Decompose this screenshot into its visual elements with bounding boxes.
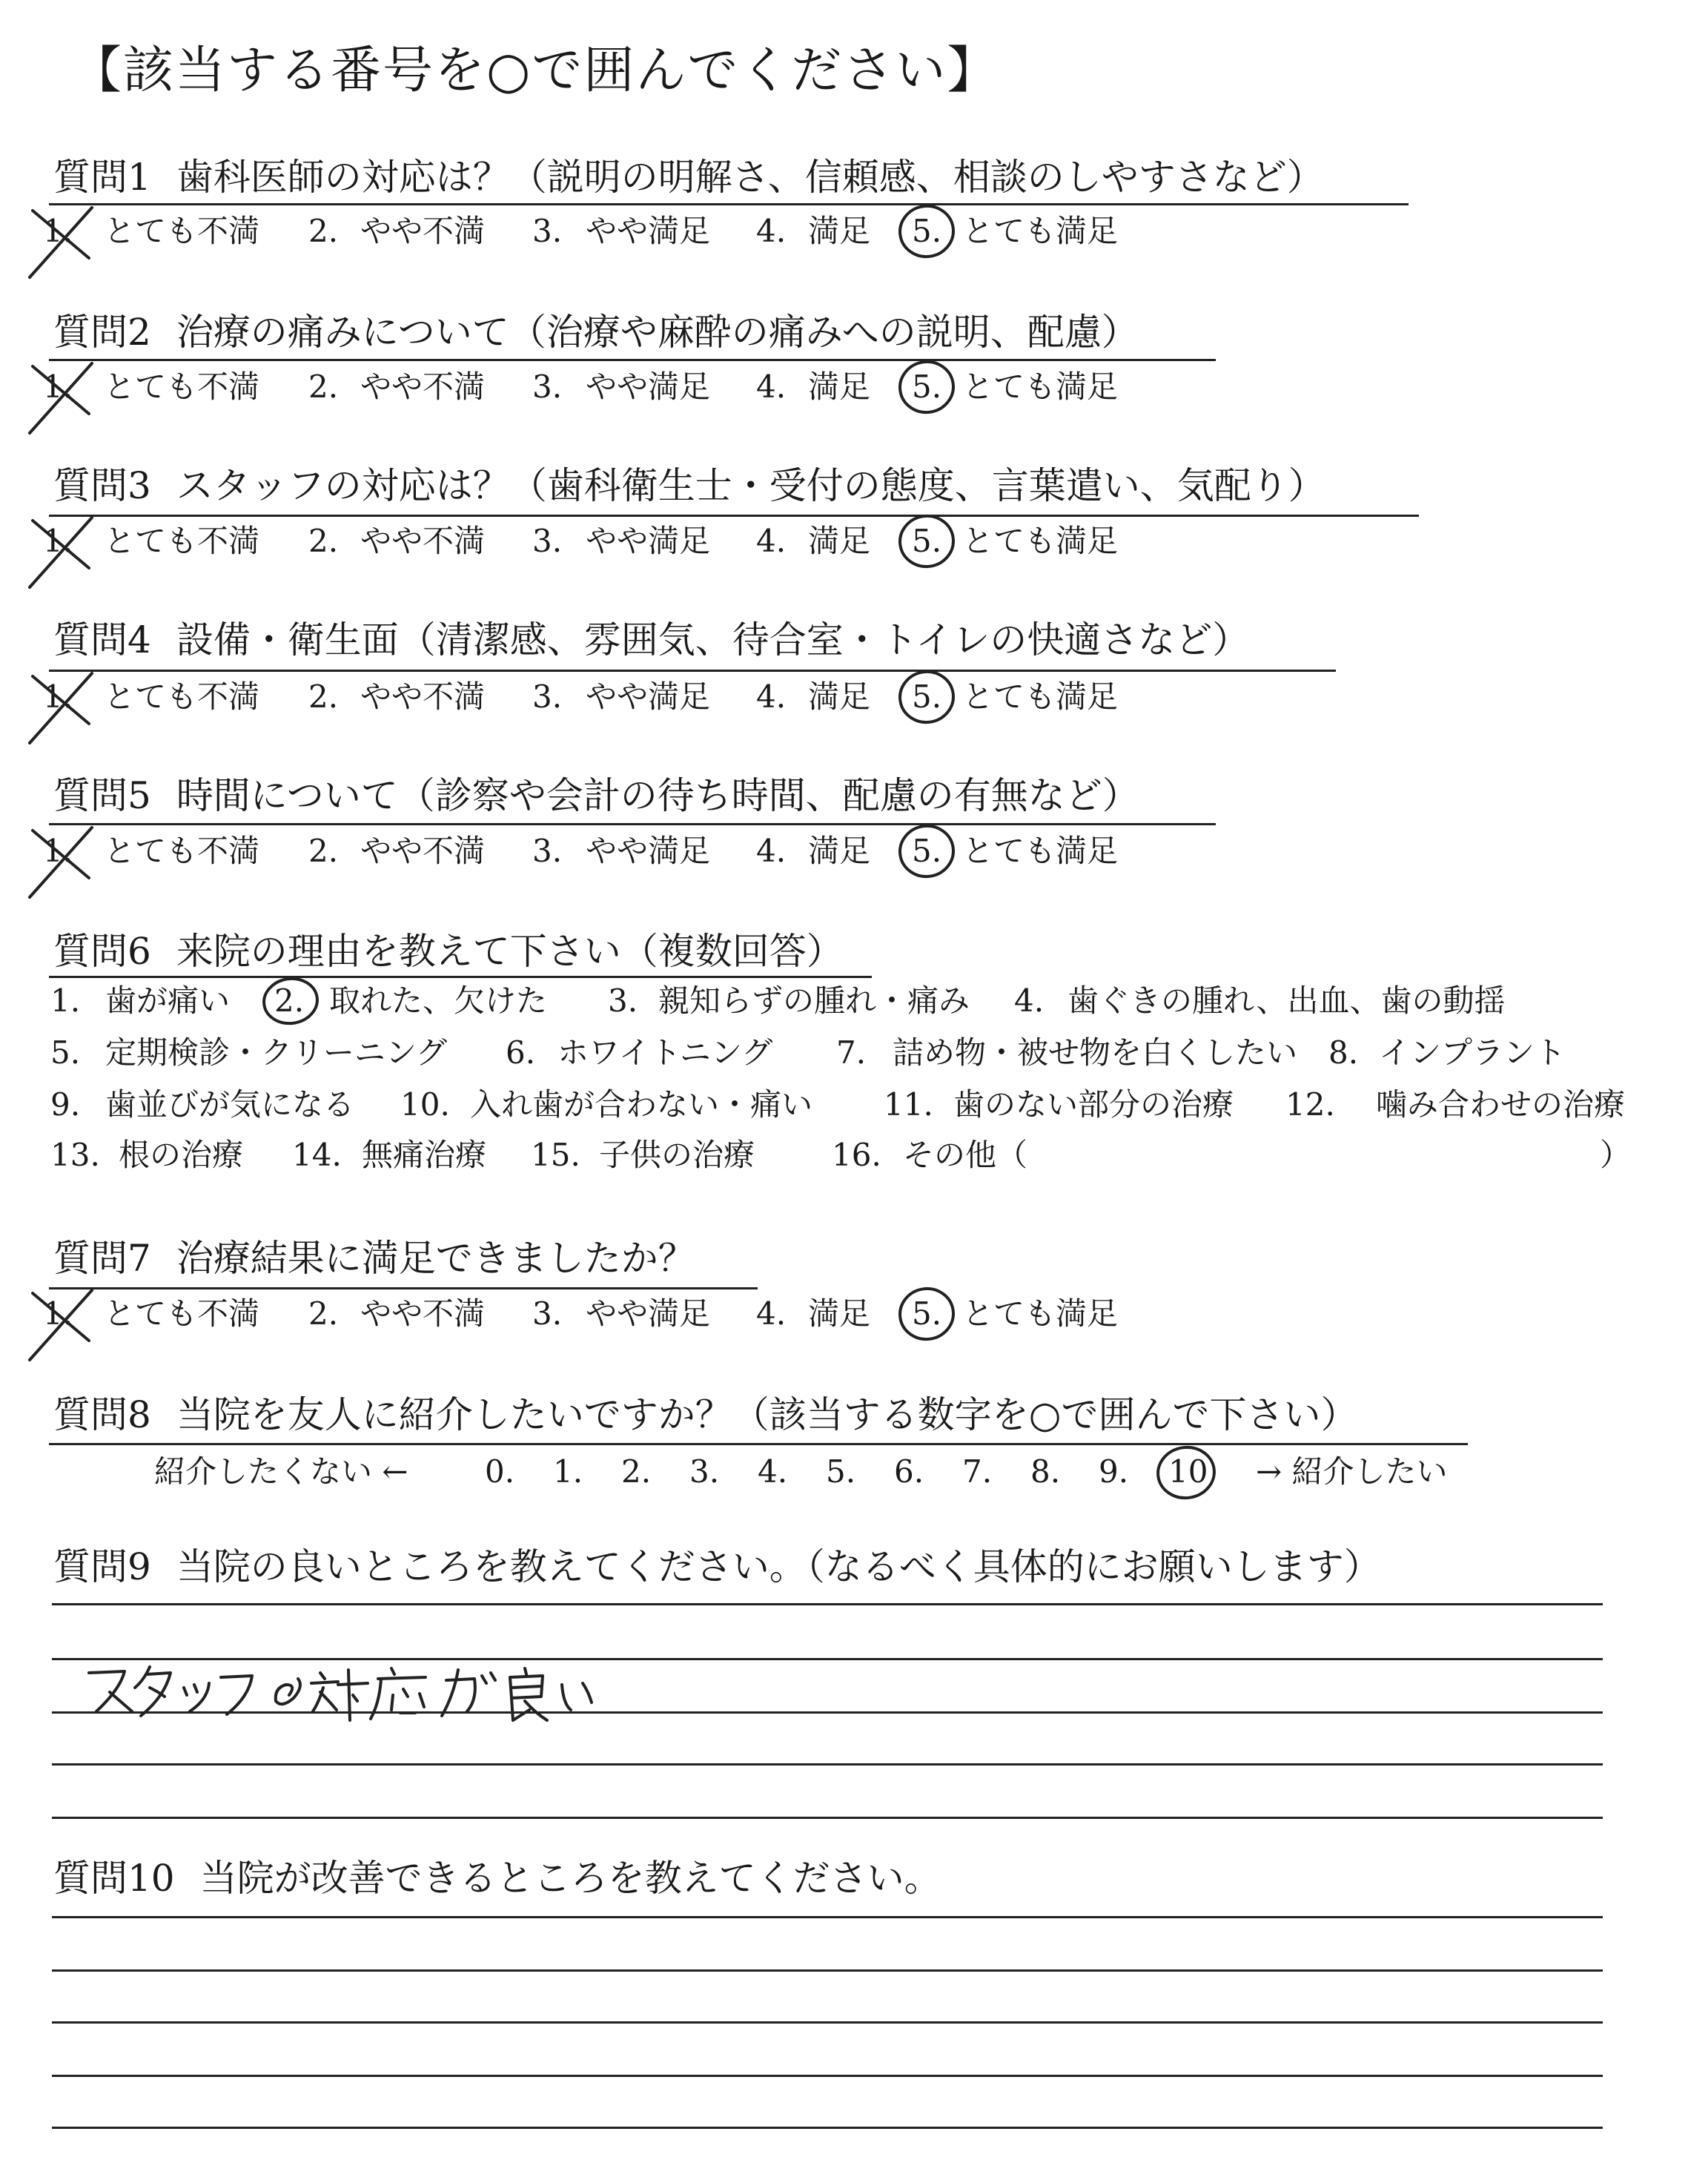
option-number: 2.: [308, 833, 339, 869]
reason-label: 歯のない部分の治療: [953, 1086, 1234, 1123]
option-label: やや満足: [586, 369, 711, 405]
option-label: とても満足: [962, 369, 1119, 405]
option-number: 3.: [532, 523, 563, 559]
option-label: とても不満: [104, 213, 260, 249]
recommend-number: 9.: [1099, 1453, 1129, 1490]
hand-drawn-circle: [897, 822, 957, 879]
option-label: やや満足: [586, 523, 711, 559]
option-number: 1.: [43, 833, 73, 869]
option-label: 満足: [808, 523, 871, 559]
reason-label: 無痛治療: [362, 1137, 487, 1173]
option-label: とても不満: [104, 369, 260, 405]
option-number: 2.: [308, 369, 339, 405]
option-label: とても満足: [962, 833, 1119, 869]
recommend-number: 4.: [758, 1453, 788, 1490]
hand-drawn-cross: [30, 363, 92, 433]
option-number: 1.: [43, 1295, 73, 1332]
reason-label: ）: [1600, 1137, 1632, 1173]
recommend-number: 6.: [894, 1453, 924, 1490]
reason-label: 歯ぐきの腫れ、出血、歯の動揺: [1068, 982, 1506, 1019]
hand-drawn-cross: [30, 828, 92, 897]
option-label: やや不満: [360, 523, 486, 559]
hand-drawn-cross: [30, 673, 92, 743]
option-number: 3.: [532, 369, 563, 405]
reason-label: 定期検診・クリーニング: [105, 1034, 448, 1071]
option-label: とても不満: [104, 678, 260, 715]
option-number: 1.: [43, 523, 73, 559]
option-number: 5.: [912, 1295, 942, 1332]
reason-number: 10.: [400, 1086, 450, 1123]
hand-drawn-cross: [30, 1290, 92, 1360]
recommend-high-label: → 紹介したい: [1256, 1453, 1448, 1490]
question-text: 歯科医師の対応は？（説明の明解さ、信頼感、相談のしやすさなど）: [176, 156, 1324, 199]
question-text: スタッフの対応は？（歯科衛生士・受付の態度、言葉遣い、気配り）: [176, 464, 1325, 507]
recommend-number: 3.: [689, 1453, 720, 1490]
reason-number: 16.: [832, 1137, 881, 1173]
reason-number: 6.: [506, 1034, 536, 1071]
option-label: とても満足: [962, 213, 1119, 249]
question-number: 質問7: [53, 1237, 151, 1280]
hand-drawn-cross: [30, 208, 92, 277]
option-label: とても不満: [104, 1295, 260, 1332]
reason-label: 親知らずの腫れ・痛み: [658, 982, 970, 1019]
option-number: 5.: [912, 213, 942, 249]
option-label: とても満足: [962, 1295, 1119, 1332]
option-label: やや不満: [360, 833, 486, 869]
reason-number: 9.: [50, 1086, 81, 1123]
option-label: やや不満: [360, 1295, 486, 1332]
reason-number: 1.: [50, 982, 81, 1019]
option-number: 2.: [308, 1295, 339, 1332]
hand-drawn-circle: [897, 512, 957, 569]
question-text: 当院を友人に紹介したいですか？（該当する数字を○で囲んで下さい）: [176, 1393, 1358, 1436]
reason-number: 7.: [836, 1034, 867, 1071]
reason-label: 取れた、欠けた: [329, 982, 548, 1019]
hand-drawn-circle: [897, 202, 957, 260]
option-label: やや満足: [586, 678, 711, 715]
option-label: やや満足: [586, 833, 711, 869]
reason-label: 入れ歯が合わない・痛い: [470, 1086, 813, 1123]
option-number: 1.: [43, 678, 73, 715]
hand-drawn-circle: [897, 358, 957, 415]
option-label: やや不満: [360, 678, 486, 715]
question-number: 質問10: [53, 1857, 175, 1900]
option-label: 満足: [808, 678, 871, 715]
hand-drawn-circle: [897, 668, 957, 725]
reason-number: 14.: [292, 1137, 342, 1173]
reason-number: 2.: [274, 982, 305, 1019]
reason-label: インプラント: [1379, 1034, 1566, 1071]
question-text: 時間について（診察や会計の待ち時間、配慮の有無など）: [176, 774, 1139, 817]
reason-label: 根の治療: [119, 1137, 244, 1173]
question-number: 質問2: [53, 311, 151, 354]
option-number: 5.: [912, 678, 942, 715]
question-number: 質問9: [53, 1545, 151, 1588]
reason-label: 詰め物・被せ物を白くしたい: [893, 1034, 1298, 1071]
option-number: 4.: [756, 523, 787, 559]
option-number: 3.: [532, 833, 563, 869]
question-number: 質問6: [53, 930, 151, 973]
option-label: やや満足: [586, 213, 711, 249]
recommend-low-label: 紹介したくない ←: [154, 1453, 408, 1490]
reason-label: 歯並びが気になる: [105, 1086, 355, 1123]
option-number: 4.: [756, 678, 787, 715]
reason-number: 5.: [50, 1034, 81, 1071]
hand-drawn-circle: [1155, 1444, 1218, 1502]
hand-drawn-cross: [30, 518, 92, 587]
reason-label: ホワイトニング: [557, 1034, 773, 1071]
option-label: 満足: [808, 833, 871, 869]
question-text: 治療の痛みについて（治療や麻酔の痛みへの説明、配慮）: [176, 311, 1139, 354]
reason-label: 子供の治療: [599, 1137, 755, 1173]
question-number: 質問1: [53, 156, 151, 199]
option-number: 5.: [912, 833, 942, 869]
question-text: 設備・衛生面（清潔感、雰囲気、待合室・トイレの快適さなど）: [176, 618, 1250, 661]
option-label: 満足: [808, 369, 871, 405]
option-number: 4.: [756, 833, 787, 869]
recommend-number: 5.: [826, 1453, 856, 1490]
question-text: 来院の理由を教えて下さい（複数回答）: [176, 930, 844, 973]
option-number: 5.: [912, 523, 942, 559]
question-text: 当院が改善できるところを教えてください。: [199, 1857, 941, 1900]
reason-label: その他（: [903, 1137, 1028, 1173]
recommend-number: 7.: [962, 1453, 993, 1490]
option-label: とても満足: [962, 678, 1119, 715]
question-number: 質問3: [53, 464, 151, 507]
option-number: 1.: [43, 369, 73, 405]
question-text: 治療結果に満足できましたか？: [176, 1237, 695, 1280]
reason-number: 3.: [608, 982, 638, 1019]
reason-number: 13.: [50, 1137, 100, 1173]
option-number: 2.: [308, 678, 339, 715]
option-number: 5.: [912, 369, 942, 405]
reason-number: 11.: [884, 1086, 933, 1123]
option-number: 3.: [532, 1295, 563, 1332]
reason-number: 4.: [1014, 982, 1045, 1019]
option-number: 4.: [756, 1295, 787, 1332]
reason-number: 12.: [1285, 1086, 1335, 1123]
recommend-number: 2.: [621, 1453, 652, 1490]
recommend-number: 10: [1168, 1453, 1208, 1490]
option-number: 2.: [308, 523, 339, 559]
reason-number: 8.: [1328, 1034, 1359, 1071]
option-label: やや不満: [360, 213, 486, 249]
reason-number: 15.: [531, 1137, 580, 1173]
option-label: 満足: [808, 1295, 871, 1332]
hand-drawn-circle: [897, 1285, 957, 1342]
question-number: 質問8: [53, 1393, 151, 1436]
option-number: 4.: [756, 213, 787, 249]
reason-label: 噛み合わせの治療: [1376, 1086, 1626, 1123]
option-label: とても不満: [104, 523, 260, 559]
option-label: とても満足: [962, 523, 1119, 559]
recommend-number: 0.: [485, 1453, 515, 1490]
page-title: 【該当する番号を○で囲んでください】: [71, 42, 999, 100]
option-label: とても不満: [104, 833, 260, 869]
question-number: 質問4: [53, 618, 151, 661]
question-number: 質問5: [53, 774, 151, 817]
option-number: 2.: [308, 213, 339, 249]
option-number: 3.: [532, 678, 563, 715]
recommend-number: 8.: [1030, 1453, 1061, 1490]
option-label: やや不満: [360, 369, 486, 405]
question-text: 当院の良いところを教えてください。（なるべく具体的にお願いします）: [176, 1545, 1381, 1588]
option-number: 4.: [756, 369, 787, 405]
hand-drawn-circle: [261, 975, 320, 1026]
recommend-number: 1.: [553, 1453, 583, 1490]
option-label: やや満足: [586, 1295, 711, 1332]
option-label: 満足: [808, 213, 871, 249]
option-number: 3.: [532, 213, 563, 249]
reason-label: 歯が痛い: [105, 982, 231, 1019]
option-number: 1.: [43, 213, 73, 249]
